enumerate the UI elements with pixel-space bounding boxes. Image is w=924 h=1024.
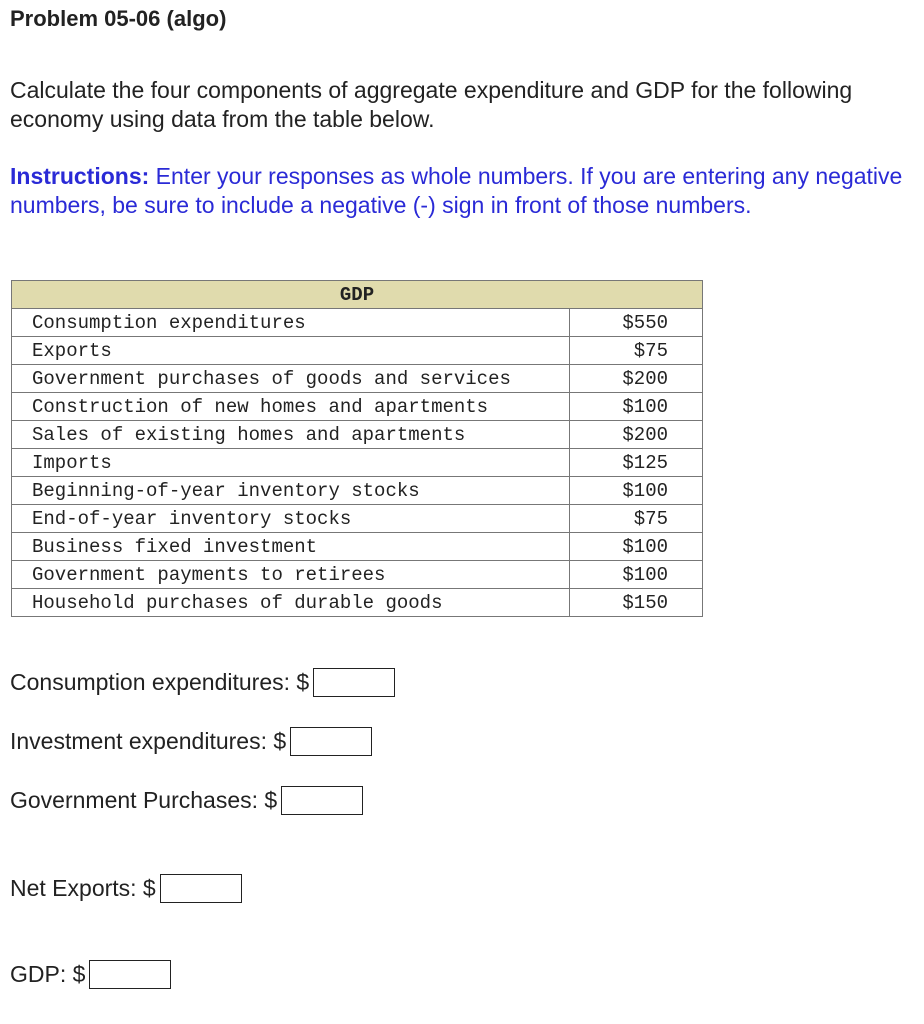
row-label: Beginning-of-year inventory stocks [12, 477, 570, 505]
investment-answer [10, 727, 372, 756]
table-row [12, 589, 703, 617]
row-value: $200 [570, 421, 703, 449]
instructions-lead: Instructions: [10, 163, 150, 189]
government-input[interactable] [281, 786, 363, 815]
instructions-text: Enter your responses as whole numbers. If you are entering any negative numbers, be sure to include a negative (-) sign in front of those numbers. [10, 163, 903, 218]
table-row [12, 449, 703, 477]
row-value: $200 [570, 365, 703, 393]
net-exports-answer [10, 874, 242, 903]
row-label: Business fixed investment [12, 533, 570, 561]
problem-title: Problem 05-06 (algo) [10, 6, 227, 31]
row-label: Exports [12, 337, 570, 365]
row-label: Government payments to retirees [12, 561, 570, 589]
row-value: $100 [570, 533, 703, 561]
row-label: Sales of existing homes and apartments [12, 421, 570, 449]
consumption-label: Consumption expenditures: $ [10, 669, 310, 695]
row-label: Construction of new homes and apartments [12, 393, 570, 421]
row-label: Consumption expenditures [12, 309, 570, 337]
row-value: $100 [570, 561, 703, 589]
gdp-answer [10, 960, 171, 989]
instructions [10, 162, 910, 220]
investment-input[interactable] [290, 727, 372, 756]
net-exports-label: Net Exports: $ [10, 875, 156, 901]
row-label: Household purchases of durable goods [12, 589, 570, 617]
gdp-table [11, 280, 703, 617]
gdp-input[interactable] [89, 960, 171, 989]
government-answer [10, 786, 363, 815]
table-row [12, 561, 703, 589]
table-row [12, 533, 703, 561]
row-value: $100 [570, 393, 703, 421]
consumption-answer [10, 668, 395, 697]
table-row [12, 477, 703, 505]
table-row [12, 421, 703, 449]
problem-intro: Calculate the four components of aggregate expenditure and GDP for the following economy using data from the table below. [10, 77, 853, 132]
table-row [12, 337, 703, 365]
table-row [12, 309, 703, 337]
investment-label: Investment expenditures: $ [10, 728, 287, 754]
gdp-label: GDP: $ [10, 961, 86, 987]
row-value: $75 [570, 337, 703, 365]
table-row [12, 505, 703, 533]
row-value: $125 [570, 449, 703, 477]
net-exports-input[interactable] [160, 874, 242, 903]
row-value: $550 [570, 309, 703, 337]
row-value: $75 [570, 505, 703, 533]
row-value: $100 [570, 477, 703, 505]
consumption-input[interactable] [313, 668, 395, 697]
table-header: GDP [12, 281, 703, 309]
table-row [12, 365, 703, 393]
row-value: $150 [570, 589, 703, 617]
row-label: End-of-year inventory stocks [12, 505, 570, 533]
row-label: Imports [12, 449, 570, 477]
row-label: Government purchases of goods and services [12, 365, 570, 393]
government-label: Government Purchases: $ [10, 787, 278, 813]
table-header-row [12, 281, 703, 309]
table-row [12, 393, 703, 421]
